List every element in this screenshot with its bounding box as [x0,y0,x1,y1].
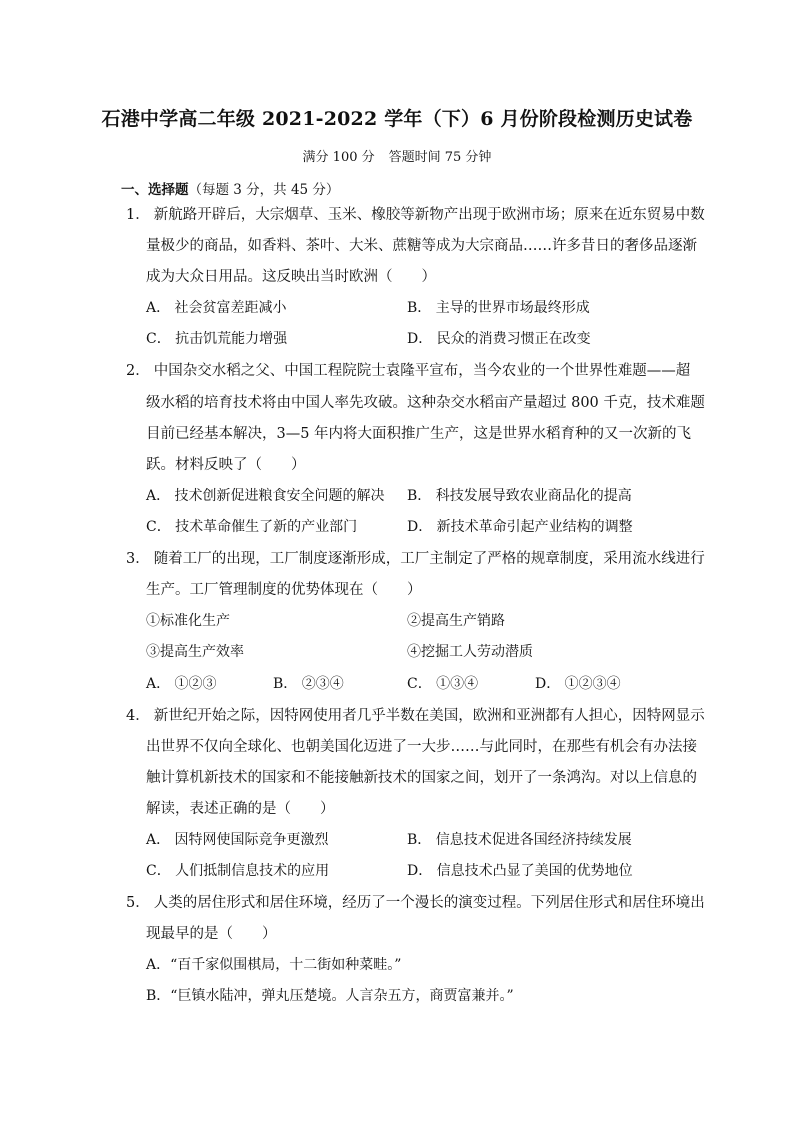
question-2-option-d[interactable]: D． 新技术革命引起产业结构的调整 [407,519,633,535]
question-3-line-1: 3． 随着工厂的出现，工厂制度逐渐形成，工厂主制定了严格的规章制度，采用流水线进行 [126,551,705,567]
question-1-line-2: 量极少的商品，如香料、茶叶、大米、蔗糖等成为大宗商品……许多昔日的奢侈品逐渐 [146,238,697,254]
question-1-line-1: 1． 新航路开辟后，大宗烟草、玉米、橡胶等新物产出现于欧洲市场；原来在近东贸易中数 [126,207,705,223]
question-3-option-b[interactable]: B． ②③④ [273,676,344,692]
question-4-option-a[interactable]: A． 因特网使国际竞争更激烈 [146,832,329,848]
question-1-option-b[interactable]: B． 主导的世界市场最终形成 [407,300,590,316]
question-3-item-3: ③提高生产效率 [146,644,244,660]
section-note: （每题 3 分，共 45 分） [188,182,340,198]
section-title: 一、选择题 [121,182,189,198]
exam-info [0,146,794,165]
question-3-option-c[interactable]: C． ①③④ [407,676,479,692]
question-2-line-4: 跃。材料反映了（ ） [146,457,306,473]
question-1-option-c[interactable]: C． 抗击饥荒能力增强 [146,331,288,347]
question-4-line-2: 出世界不仅向全球化、也朝美国化迈进了一大步……与此同时，在那些有机会有办法接 [146,739,697,755]
question-3-number: 3． [126,551,150,567]
question-4-option-b[interactable]: B． 信息技术促进各国经济持续发展 [407,832,632,848]
question-4-option-c[interactable]: C． 人们抵制信息技术的应用 [146,863,330,879]
question-5-line-1: 5． 人类的居住形式和居住环境，经历了一个漫长的演变过程。下列居住形式和居住环境出 [126,895,705,911]
question-1-option-d[interactable]: D． 民众的消费习惯正在改变 [407,331,591,347]
question-2-line-1: 2． 中国杂交水稻之父、中国工程院院士袁隆平宣布，当今农业的一个世界性难题——超 [126,363,691,379]
question-3-item-2: ②提高生产销路 [407,613,505,629]
question-1-line-3: 成为大众日用品。这反映出当时欧洲（ ） [146,269,436,285]
question-4-line-1: 4． 新世纪开始之际，因特网使用者几乎半数在美国，欧洲和亚洲都有人担心，因特网显示 [126,708,705,724]
question-3-item-4: ④挖掘工人劳动潜质 [407,644,533,660]
question-3-item-1: ①标准化生产 [146,613,230,629]
question-3-option-a[interactable]: A． ①②③ [146,676,217,692]
question-1-number: 1． [126,207,150,223]
question-2-option-c[interactable]: C． 技术革命催生了新的产业部门 [146,519,358,535]
question-2-number: 2． [126,363,150,379]
question-2-option-b[interactable]: B． 科技发展导致农业商品化的提高 [407,488,632,504]
full-score: 满分 100 分 [302,150,375,165]
question-3-option-d[interactable]: D． ①②③④ [535,676,621,692]
question-2-option-a[interactable]: A． 技术创新促进粮食安全问题的解决 [146,488,385,504]
question-5-line-2: 现最早的是（ ） [146,926,277,942]
question-5-option-b[interactable]: B．“巨镇水陆冲，弹丸压楚境。人言杂五方，商贾富兼并。” [146,988,514,1004]
question-4-line-3: 触计算机新技术的国家和不能接触新技术的国家之间，划开了一条鸿沟。对以上信息的 [146,770,697,786]
question-2-line-3: 目前已经基本解决，3—5 年内将大面积推广生产，这是世界水稻育种的又一次新的飞 [146,426,692,442]
question-4-number: 4． [126,708,150,724]
question-5-option-a[interactable]: A．“百千家似围棋局，十二街如种菜畦。” [146,957,402,973]
question-5-number: 5． [126,895,150,911]
question-4-line-4: 解读，表述正确的是（ ） [146,801,335,817]
question-4-option-d[interactable]: D． 信息技术凸显了美国的优势地位 [407,863,633,879]
question-1-option-a[interactable]: A． 社会贫富差距减小 [146,300,287,316]
exam-title: 石港中学高二年级 2021-2022 学年（下）6 月份阶段检测历史试卷 [101,108,693,130]
answer-time: 答题时间 75 分钟 [388,150,492,165]
section-heading [121,178,339,198]
question-3-line-2: 生产。工厂管理制度的优势体现在（ ） [146,582,422,598]
question-2-line-2: 级水稻的培育技术将由中国人率先攻破。这种杂交水稻亩产量超过 800 千克，技术难题 [146,395,705,411]
